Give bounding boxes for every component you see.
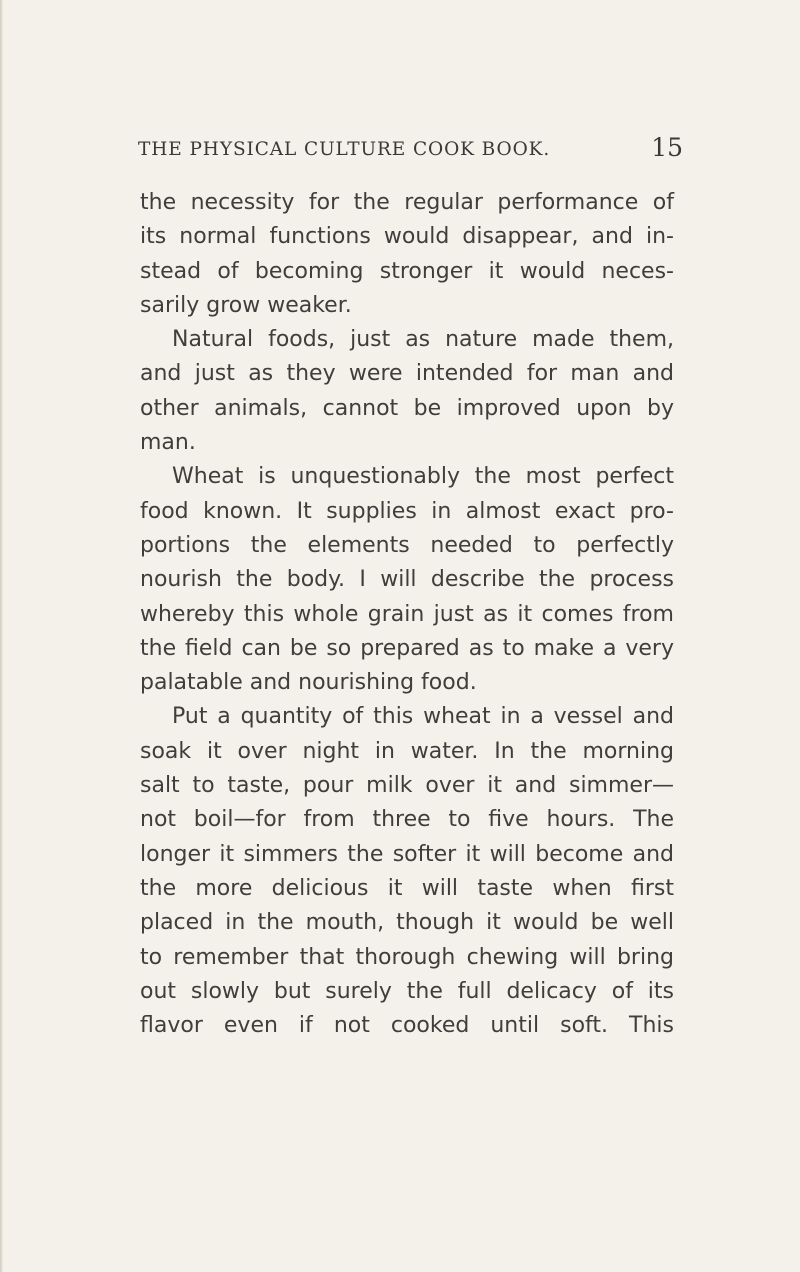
text-line: flavor even if not cooked until soft. This — [140, 1013, 674, 1039]
text-line: sarily grow weaker. — [140, 292, 352, 318]
text-line: placed in the mouth, though it would be well — [140, 910, 674, 936]
text-line: the more delicious it will taste when first — [140, 875, 674, 901]
page-number: 15 — [651, 133, 683, 162]
text-line: soak it over night in water. In the morning — [140, 738, 674, 764]
text-line: its normal functions would disappear, and in- — [140, 224, 674, 250]
text-line: other animals, cannot be improved upon by — [140, 395, 674, 421]
body-text — [140, 186, 674, 1043]
text-line: the field can be so prepared as to make a very — [140, 635, 674, 661]
text-line: portions the elements needed to perfectly — [140, 532, 674, 558]
text-line: Wheat is unquestionably the most perfect — [172, 464, 674, 490]
text-line: and just as they were intended for man and — [140, 361, 674, 387]
text-line: Put a quantity of this wheat in a vessel and — [172, 704, 674, 730]
text-line: stead of becoming stronger it would neces- — [140, 258, 674, 284]
page-spine-edge — [0, 0, 3, 1272]
text-line: out slowly but surely the full delicacy of its — [140, 978, 674, 1004]
text-line: Natural foods, just as nature made them, — [172, 327, 674, 353]
text-line: man. — [140, 430, 196, 456]
text-line: not boil—for from three to five hours. The — [140, 807, 674, 833]
text-line: salt to taste, pour milk over it and simmer— — [140, 773, 674, 799]
text-line: whereby this whole grain just as it comes from — [140, 601, 674, 627]
text-line: nourish the body. I will describe the process — [140, 567, 674, 593]
running-title: THE PHYSICAL CULTURE COOK BOOK. — [138, 139, 551, 160]
text-line: to remember that thorough chewing will bring — [140, 944, 674, 970]
text-line: the necessity for the regular performance of — [140, 190, 674, 215]
text-line: food known. It supplies in almost exact pro- — [140, 498, 674, 524]
page-header — [138, 133, 683, 173]
text-line: palatable and nourishing food. — [140, 670, 477, 696]
text-line: longer it simmers the softer it will become and — [140, 841, 674, 867]
